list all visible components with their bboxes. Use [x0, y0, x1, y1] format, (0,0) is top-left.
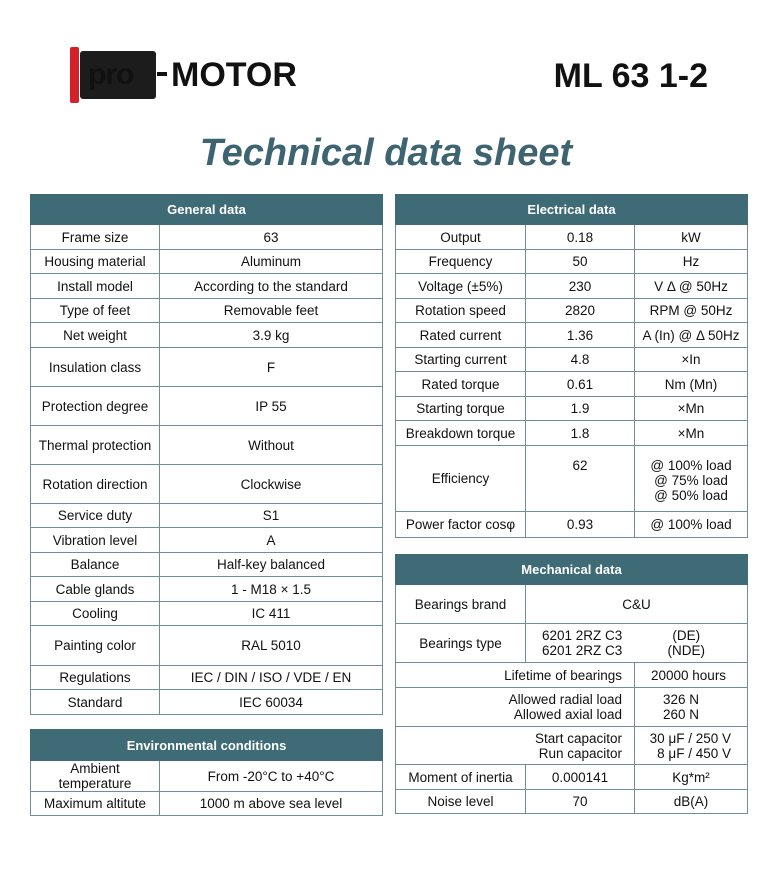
spec-label: Cable glands [31, 577, 160, 602]
bearing-models [542, 628, 622, 658]
axial-load-label: Allowed axial load [513, 707, 622, 722]
spec-value: 2820 [526, 299, 635, 323]
spec-value: 1000 m above sea level [160, 792, 383, 816]
table-row [396, 624, 748, 663]
table-row [31, 528, 383, 553]
table-row [31, 666, 383, 690]
table-row [31, 792, 383, 816]
spec-value: A [160, 528, 383, 553]
spec-label: Net weight [31, 323, 160, 348]
spec-value: 20000 hours [635, 663, 748, 688]
spec-label: Vibration level [31, 528, 160, 553]
spec-value: 0.000141 [526, 765, 635, 790]
table-row [396, 348, 748, 372]
spec-value: 230 [526, 274, 635, 299]
spec-label: Bearings type [396, 624, 526, 663]
table-row [396, 688, 748, 727]
table-row [31, 602, 383, 626]
logo-dash [157, 72, 167, 76]
radial-load-label: Allowed radial load [508, 692, 622, 707]
capacitor-labels [396, 727, 635, 765]
spec-unit: ×Mn [635, 421, 748, 446]
spec-unit: ×In [635, 348, 748, 372]
spec-label: Efficiency [396, 446, 526, 512]
bearing-positions [668, 628, 706, 658]
spec-unit: ×Mn [635, 397, 748, 421]
spec-value: Aluminum [160, 250, 383, 274]
spec-value: RAL 5010 [160, 626, 383, 666]
spec-label: Output [396, 225, 526, 250]
logo-red-bar [70, 47, 79, 103]
table-row [31, 504, 383, 528]
spec-label: Regulations [31, 666, 160, 690]
spec-value: According to the standard [160, 274, 383, 299]
spec-value: IP 55 [160, 387, 383, 426]
spec-label: Cooling [31, 602, 160, 626]
table-row [31, 323, 383, 348]
spec-value: 1.8 [526, 421, 635, 446]
spec-value: IC 411 [160, 602, 383, 626]
spec-value: 63 [160, 225, 383, 250]
table-row [31, 577, 383, 602]
spec-label: Balance [31, 553, 160, 577]
table-row [31, 299, 383, 323]
spec-label: Painting color [31, 626, 160, 666]
spec-unit: A (In) @ Δ 50Hz [635, 323, 748, 348]
table-row [396, 372, 748, 397]
spec-value: 1 - M18 × 1.5 [160, 577, 383, 602]
table-row [396, 250, 748, 274]
table-row [31, 426, 383, 465]
spec-label: Housing material [31, 250, 160, 274]
spec-value: 1.36 [526, 323, 635, 348]
spec-label: Install model [31, 274, 160, 299]
load-50: @ 50% load [654, 488, 728, 503]
model-number: ML 63 1-2 [553, 57, 708, 95]
spec-label: Rotation speed [396, 299, 526, 323]
table-row [31, 225, 383, 250]
table-row [31, 274, 383, 299]
spec-label: Moment of inertia [396, 765, 526, 790]
load-100: @ 100% load [650, 458, 732, 473]
table-row [31, 250, 383, 274]
table-row [396, 585, 748, 624]
brand-logo [70, 47, 306, 103]
spec-unit: dB(A) [635, 790, 748, 814]
run-capacitor-label: Run capacitor [538, 745, 622, 761]
bearings-type-cell [526, 624, 748, 663]
electrical-data-heading: Electrical data [396, 195, 748, 225]
spec-label: Starting current [396, 348, 526, 372]
table-row [31, 690, 383, 715]
spec-value: 4.8 [526, 348, 635, 372]
spec-label: Protection degree [31, 387, 160, 426]
table-row [396, 421, 748, 446]
spec-unit: RPM @ 50Hz [635, 299, 748, 323]
spec-label: Noise level [396, 790, 526, 814]
spec-value: IEC 60034 [160, 690, 383, 715]
run-capacitor-value: 8 μF / 450 V [657, 745, 731, 761]
spec-value: IEC / DIN / ISO / VDE / EN [160, 666, 383, 690]
load-75: @ 75% load [654, 473, 728, 488]
spec-value: 50 [526, 250, 635, 274]
spec-value: 1.9 [526, 397, 635, 421]
spec-label: Standard [31, 690, 160, 715]
spec-value: Removable feet [160, 299, 383, 323]
spec-value: S1 [160, 504, 383, 528]
table-row [31, 465, 383, 504]
spec-value: Half-key balanced [160, 553, 383, 577]
table-row [396, 274, 748, 299]
mechanical-data-table [395, 554, 748, 814]
spec-label: Voltage (±5%) [396, 274, 526, 299]
spec-unit: kW [635, 225, 748, 250]
spec-label: Insulation class [31, 348, 160, 387]
spec-label: Maximum altitute [31, 792, 160, 816]
table-row [396, 323, 748, 348]
spec-value: Without [160, 426, 383, 465]
spec-value: C&U [526, 585, 748, 624]
logo-motor-text: MOTOR [171, 56, 297, 94]
efficiency-loads [635, 446, 748, 512]
table-row [396, 299, 748, 323]
spec-unit: Kg*m² [635, 765, 748, 790]
spec-label: Power factor cosφ [396, 512, 526, 538]
spec-value: Clockwise [160, 465, 383, 504]
table-row [31, 348, 383, 387]
spec-value: 62 [526, 446, 635, 512]
spec-value: 70 [526, 790, 635, 814]
spec-label: Rated current [396, 323, 526, 348]
radial-load-value: 326 N [663, 692, 700, 707]
start-capacitor-value: 30 μF / 250 V [649, 730, 731, 746]
spec-label: Frame size [31, 225, 160, 250]
table-row [31, 553, 383, 577]
spec-value: 0.93 [526, 512, 635, 538]
table-row [396, 663, 748, 688]
spec-value: 0.61 [526, 372, 635, 397]
bearing-model-nde: 6201 2RZ C3 [542, 643, 623, 658]
spec-label: Frequency [396, 250, 526, 274]
spec-value: F [160, 348, 383, 387]
table-row [396, 727, 748, 765]
spec-value: 0.18 [526, 225, 635, 250]
table-row [31, 387, 383, 426]
table-row [31, 761, 383, 792]
page-title: Technical data sheet [199, 132, 573, 174]
spec-value: From -20°C to +40°C [160, 761, 383, 792]
spec-label: Ambient temperature [31, 761, 160, 792]
table-row [396, 446, 748, 512]
table-row [396, 765, 748, 790]
table-row [396, 512, 748, 538]
general-data-table [30, 194, 383, 715]
mechanical-data-heading: Mechanical data [396, 555, 748, 585]
spec-label: Lifetime of bearings [396, 663, 635, 688]
environment-heading: Environmental conditions [31, 730, 383, 761]
spec-unit: Hz [635, 250, 748, 274]
spec-label: Breakdown torque [396, 421, 526, 446]
spec-label: Bearings brand [396, 585, 526, 624]
table-row [396, 790, 748, 814]
spec-label: Rotation direction [31, 465, 160, 504]
electrical-data-table [395, 194, 748, 538]
start-capacitor-label: Start capacitor [534, 730, 622, 746]
spec-label: Starting torque [396, 397, 526, 421]
capacitor-values [635, 727, 748, 765]
load-labels [396, 688, 635, 727]
spec-value: 3.9 kg [160, 323, 383, 348]
spec-unit: V Δ @ 50Hz [635, 274, 748, 299]
load-values [635, 688, 748, 727]
table-row [396, 225, 748, 250]
table-row [31, 626, 383, 666]
axial-load-value: 260 N [663, 707, 700, 722]
spec-unit: Nm (Mn) [635, 372, 748, 397]
environment-table [30, 729, 383, 816]
spec-label: Service duty [31, 504, 160, 528]
general-data-heading: General data [31, 195, 383, 225]
spec-unit: @ 100% load [635, 512, 748, 538]
spec-label: Rated torque [396, 372, 526, 397]
spec-label: Type of feet [31, 299, 160, 323]
bearing-pos-nde: (NDE) [667, 643, 705, 658]
bearing-pos-de: (DE) [672, 628, 701, 643]
spec-label: Thermal protection [31, 426, 160, 465]
logo-pro-text: pro [88, 58, 134, 91]
table-row [396, 397, 748, 421]
bearing-model-de: 6201 2RZ C3 [542, 628, 623, 643]
